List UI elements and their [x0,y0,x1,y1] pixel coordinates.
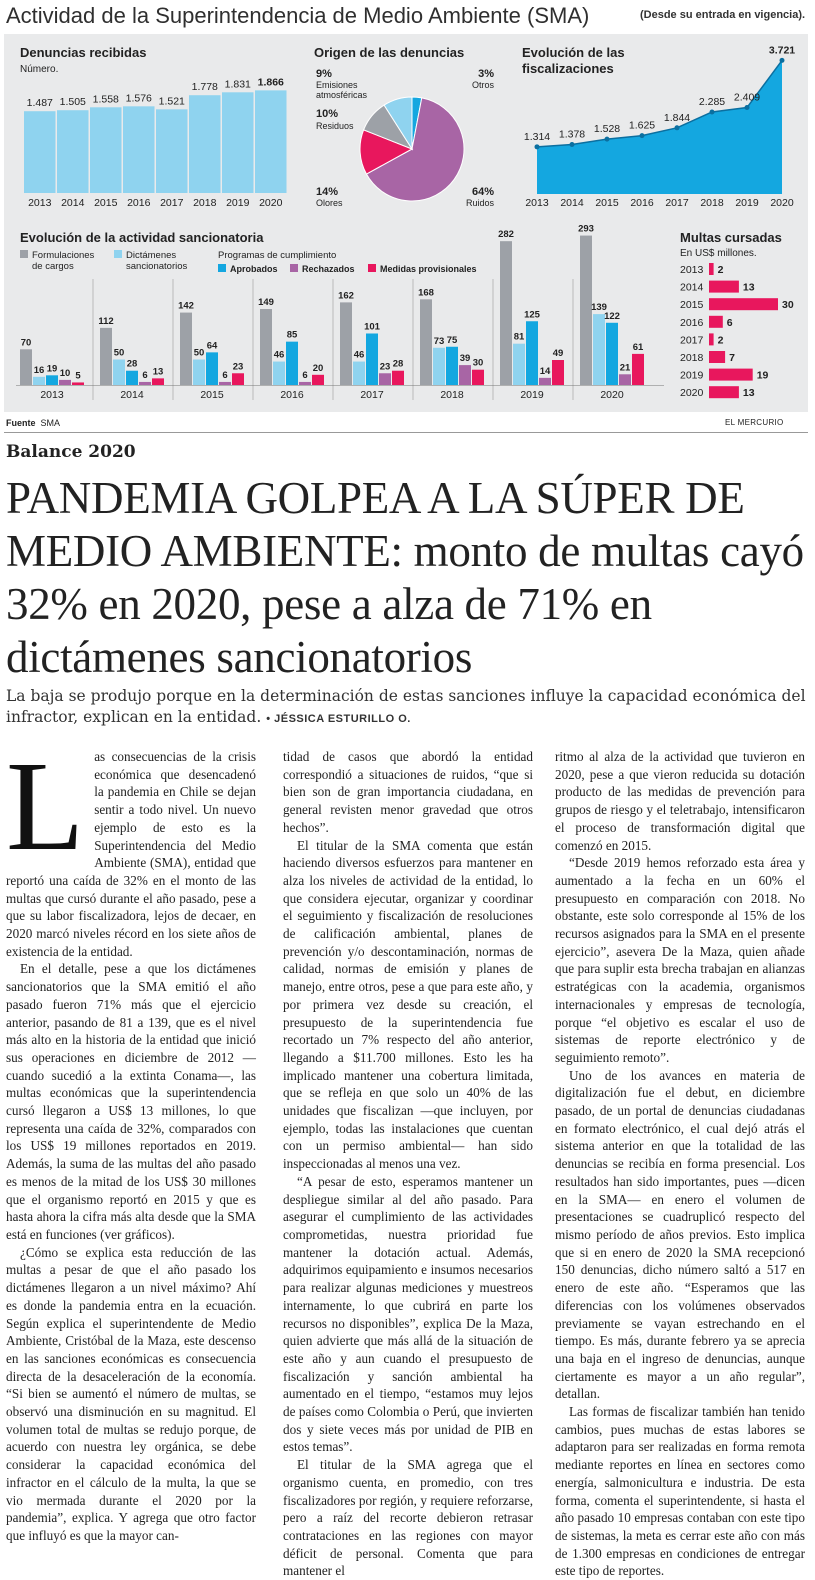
paragraph: “A pesar de esto, esperamos mantener un despliegue similar al del año pasado. Para asegurar el cumplimiento de las actividades comprometidas, nuestra prioridad fue mantener la dotación actual. Además, adquirimos equipamiento e insumos necesarios para realizar algunas mediciones y muestreos internamente, lo que cubrirá en parte los recursos no disponibles”, explica De la Maza, quien advierte que más allá de la situación de este año y aun cuando el presupuesto de fiscalización y sanción ambiental ha aumentado en el tiempo, “estamos muy lejos de países como Colombia o Perú, que invierten dos y siete veces más por unidad de PIB en estos temas”. [283,1173,533,1455]
legend-swatch-rechazados [290,264,298,272]
sancionatoria-value-label: 293 [578,223,594,235]
multas-year-label: 2013 [680,264,704,276]
fiscalizaciones-year-label: 2018 [700,197,724,209]
pie-label-residuos-pct: 10% [316,108,339,120]
source-value: SMA [40,418,61,428]
sancionatoria-value-label: 122 [604,310,620,322]
sancionatoria-bar [552,360,564,385]
sancionatoria-value-label: 101 [364,321,380,333]
sancionatoria-bar [20,349,32,385]
sancionatoria-value-label: 6 [142,369,148,381]
sancionatoria-value-label: 19 [46,363,58,375]
sancionatoria-value-label: 149 [258,297,274,309]
deck [6,686,806,730]
sancionatoria-bar [433,348,445,385]
legend-dictamenes-1: Dictámenes [126,250,177,261]
denuncias-year-label: 2014 [61,197,85,209]
fiscalizaciones-value-label: 1.528 [593,123,621,136]
sancionatoria-bar [206,352,218,385]
sancionatoria-bar [539,378,551,385]
sancionatoria-value-label: 70 [20,337,32,349]
denuncias-bar [57,110,89,193]
denuncias-year-label: 2016 [127,197,151,209]
sancionatoria-value-label: 46 [353,349,365,361]
sancionatoria-bar [459,365,471,385]
sancionatoria-value-label: 30 [472,357,484,369]
sancionatoria-value-label: 6 [222,369,228,381]
article-column-2 [283,748,533,1580]
multas-value-label: 2 [717,264,724,276]
fiscalizaciones-value-label: 1.378 [558,128,586,141]
denuncias-bar [123,106,155,193]
fiscalizaciones-year-label: 2020 [770,197,794,209]
paragraph: as consecuencias de la crisis económica que desencadenó la pandemia en Chile se dejan sentir a todo nivel. Un nuevo ejemplo de esto es la Superintendencia del Medio Ambiente (SMA), entidad que reportó una caída de 32% en el monto de las multas que cursó durante el año pasado, pese a que su labor fiscalizadora, lejos de decaer, en 2020 marcó niveles récord en los siete años de existencia de la entidad. [6,749,256,959]
infographic-note: (Desde su entrada en vigencia). [640,9,806,21]
sancionatoria-bar [446,347,458,385]
fiscalizaciones-point [605,137,610,142]
sancionatoria-bar [46,375,58,385]
legend-formulaciones-2: de cargos [32,261,74,272]
multas-year-label: 2020 [680,387,704,400]
sancionatoria-bar [59,380,71,385]
denuncias-value-label: 1.576 [125,92,152,105]
denuncias-year-label: 2015 [94,197,118,209]
multas-year-label: 2018 [680,352,704,364]
multas-year-label: 2019 [680,369,704,382]
fiscalizaciones-value-label: 1.844 [663,111,691,124]
sancionatoria-bar [392,371,404,385]
sancionatoria-value-label: 125 [524,309,540,321]
sancionatoria-value-label: 112 [98,315,114,327]
paragraph: tidad de casos que abordó la entidad correspondió a situaciones de ruidos, “que si bien son de gran importancia ciudadana, en general revisten menor gravedad que otros hechos”. [283,749,533,835]
sancionatoria-bar [193,360,205,386]
fiscalizaciones-year-label: 2016 [630,197,654,209]
sancionatoria-bar [33,377,45,385]
sancionatoria-value-label: 5 [75,370,81,382]
denuncias-year-label: 2018 [193,197,217,209]
multas-year-label: 2016 [680,316,704,329]
sancionatoria-year-label: 2014 [120,389,144,401]
sancionatoria-value-label: 85 [286,329,298,341]
source-label: Fuente [6,418,36,428]
legend-swatch-aprobados [218,264,226,272]
sancionatoria-value-label: 64 [206,340,218,352]
legend-formulaciones-1: Formulaciones [32,250,95,261]
sancionatoria-value-label: 6 [302,369,308,381]
pie-label-otros: Otros [471,80,494,90]
chart3-title-line1: Evolución de las [522,45,625,60]
pie-label-ruidos-pct: 64% [471,186,494,198]
denuncias-value-label: 1.558 [92,93,119,106]
legend-aprobados: Aprobados [230,264,278,274]
sancionatoria-bar [139,382,151,385]
fiscalizaciones-year-label: 2013 [525,197,549,209]
sancionatoria-bar [606,323,618,385]
multas-bar [709,298,778,310]
fiscalizaciones-point [710,109,715,114]
multas-bar [709,316,723,328]
chart5-subtitle: En US$ millones. [680,248,757,259]
sancionatoria-value-label: 21 [619,362,631,374]
fiscalizaciones-point [640,133,645,138]
denuncias-bar [90,107,122,193]
divider [4,432,808,433]
sancionatoria-bar [526,321,538,385]
multas-year-label: 2017 [680,334,704,347]
sancionatoria-value-label: 39 [459,353,471,365]
multas-value-label: 6 [726,316,733,329]
denuncias-year-label: 2020 [259,197,283,209]
sancionatoria-bar [366,333,378,385]
multas-value-label: 7 [729,352,735,364]
paragraph: En el detalle, pese a que los dictámenes sancionatorios que la SMA emitió el año pasado fueron 71% más que el ejercicio anterior, pasando de 81 a 139, que es el nivel más alto en la historia de la entidad que inició sus operaciones en diciembre de 2012 —cuando sucedió a la extinta Conama—, las multas económicas que la superintendencia cursó llegaron a US$ 13 millones, lo que representa una caída de 32%, comparados con los US$ 19 millones reportados en 2019. Además, la suma de las multas del año pasado es menos de la mitad de los US$ 30 millones que el organismo reportó en 2015 y que es hasta ahora la cifra más alta desde que la SMA está en funciones (ver gráficos). [6,961,256,1242]
chart3-title-line2: fiscalizaciones [522,61,614,76]
sancionatoria-year-label: 2017 [360,389,384,401]
sancionatoria-bar [260,309,272,385]
fiscalizaciones-year-label: 2014 [560,197,584,209]
sancionatoria-bar [500,241,512,385]
sancionatoria-value-label: 23 [232,361,244,373]
deck-text: La baja se produjo porque en la determinación de estas sanciones influye la capacidad económica del infractor, explican en la entidad. [6,687,806,726]
sancionatoria-bar [420,299,432,385]
denuncias-bar [222,92,254,193]
multas-bar [709,333,714,345]
legend-rechazados: Rechazados [302,264,355,274]
denuncias-bar [189,95,221,193]
paragraph: Uno de los avances en materia de digitalización fue el debut, en diciembre pasado, de un portal de denuncias ciudadanas en formato electrónico, el cual dejó atrás el sistema anterior en que la totalidad de las denuncias se recibía en forma presencial. Los resultados han sido importantes, pues —dicen en la SMA— en enero el volumen de presentaciones se cuadruplicó respecto del mismo período de años previos. Esto implica que si en enero de 2020 la SMA recepcionó 150 denuncias, dicho número saltó a 517 en enero de este año. “Esperamos que las diferencias con los volúmenes observados previamente se vayan estrechando en el tiempo. Es más, durante febrero ya se aprecia una baja en el ingreso de denuncias, aunque ciertamente es mayor a un año regular”, detallan. [555,1067,805,1402]
fiscalizaciones-value-label: 3.721 [768,44,796,57]
multas-bar [709,351,725,363]
denuncias-bar [156,109,188,193]
denuncias-year-label: 2013 [28,197,52,209]
sancionatoria-year-label: 2018 [440,389,464,401]
multas-value-label: 30 [782,299,794,312]
sancionatoria-bar [219,382,231,385]
sancionatoria-value-label: 61 [632,341,644,353]
dropcap: L [6,735,85,877]
sancionatoria-bar [286,342,298,385]
sancionatoria-bar [340,302,352,385]
sancionatoria-bar [299,382,311,385]
sancionatoria-bar [619,374,631,385]
sancionatoria-year-label: 2016 [280,389,304,401]
sancionatoria-value-label: 168 [418,287,434,299]
sancionatoria-bar [513,344,525,385]
multas-year-label: 2014 [680,281,704,294]
sancionatoria-bar [593,314,605,385]
legend-swatch-formulaciones [20,250,28,258]
sancionatoria-value-label: 282 [498,229,514,241]
sancionatoria-bar [100,328,112,385]
multas-value-label: 13 [742,387,755,400]
fiscalizaciones-point [675,125,680,130]
sancionatoria-bar [472,370,484,385]
sancionatoria-value-label: 13 [152,366,164,378]
pie-label-ruidos: Ruidos [465,198,494,208]
fiscalizaciones-point [745,105,750,110]
infographic-panel [4,34,808,412]
chart4-title: Evolución de la actividad sancionatoria [20,230,264,245]
denuncias-bar [24,111,56,193]
denuncias-value-label: 1.505 [59,96,86,109]
sancionatoria-value-label: 73 [433,335,445,347]
fiscalizaciones-area [537,60,782,194]
fiscalizaciones-year-label: 2015 [595,197,619,209]
chart1-subtitle: Número. [20,64,59,75]
author: • JÉSSICA ESTURILLO O. [266,713,411,725]
paragraph: ¿Cómo se explica esta reducción de las multas a pesar de que el año pasado los dictámenes llegaron a un nivel máximo? Ahí es donde la pandemia entra en la ecuación. Según explica el superintendente de Medio Ambiente, Cristóbal de la Maza, este descenso en las sanciones económicas es consecuencia directa de la desaceleración de la economía. “Si bien se aumentó el número de multas, se observó una disminución en su magnitud. El volumen total de multas se redujo porque, de acuerdo con nuestra ley orgánica, se debe considerar la capacidad económica del infractor en el cálculo de la multa, la que se vio mermada durante el 2020 por la pandemia”, explica. Y agrega que otro factor que influyó es que la mayor can- [6,1244,256,1543]
multas-bar [709,386,739,398]
multas-bar [709,369,753,381]
sancionatoria-bar [353,362,365,385]
sancionatoria-year-label: 2020 [600,389,624,401]
multas-value-label: 2 [717,334,724,347]
chart1-title: Denuncias recibidas [20,45,147,60]
sancionatoria-value-label: 46 [273,349,285,361]
fiscalizaciones-point [535,144,540,149]
sancionatoria-bar [273,362,285,385]
kicker: Balance 2020 [6,442,136,462]
sancionatoria-value-label: 81 [513,331,525,343]
pie-label-emisiones-1: Emisiones [316,80,358,90]
chart2-title: Origen de las denuncias [314,45,465,60]
sancionatoria-bar [152,378,164,385]
multas-value-label: 13 [742,281,755,294]
sancionatoria-year-label: 2019 [520,389,544,401]
legend-swatch-medidas [368,264,376,272]
pie-label-olores-pct: 14% [316,186,339,198]
sancionatoria-bar [72,382,84,385]
sancionatoria-bar [180,313,192,385]
sancionatoria-value-label: 50 [193,347,205,359]
paragraph: ritmo al alza de la actividad que tuvieron en 2020, pese a que vieron reducida su dotación producto de las medidas de prevención para grupos de riesgo y el teletrabajo, intensificaron el proceso de transformación digital que comenzó en 2015. [555,749,805,853]
denuncias-year-label: 2017 [160,197,184,209]
sancionatoria-value-label: 139 [591,302,607,314]
denuncias-value-label: 1.487 [26,97,53,110]
sancionatoria-value-label: 49 [552,348,564,360]
headline: PANDEMIA GOLPEA A LA SÚPER DE MEDIO AMBIENTE: monto de multas cayó 32% en 2020, pese a alza de 71% en dictámenes sancionatorios [6,473,804,682]
sancionatoria-value-label: 162 [338,290,354,302]
fiscalizaciones-year-label: 2019 [735,197,759,209]
sancionatoria-value-label: 75 [446,334,458,346]
sancionatoria-bar [312,375,324,385]
paragraph: Las formas de fiscalizar también han tenido cambios, pues muchas de estas labores se adaptaron para ser realizadas en forma remota mediante reportes en línea en sectores como energía, salmonicultura e industria. De esta forma, comenta el superintendente, si hasta el año pasado 10 empresas contaban con este tipo de sistemas, la meta es cerrar este año con más de 1.300 empresas en condiciones de entregar este tipo de reportes. [555,1404,805,1579]
sancionatoria-bar [379,373,391,385]
fiscalizaciones-point [570,142,575,147]
denuncias-year-label: 2019 [226,197,250,209]
denuncias-value-label: 1.866 [257,76,284,89]
chart5-title: Multas cursadas [680,230,782,245]
pie-label-olores: Olores [316,198,343,208]
sancionatoria-bar [126,371,138,385]
fiscalizaciones-point [780,58,785,63]
denuncias-bar [255,90,287,193]
publisher-credit: EL MERCURIO [725,418,784,427]
sancionatoria-value-label: 10 [59,367,71,379]
paragraph: “Desde 2019 hemos reforzado esta área y aumentado a la fecha en un 60% el presupuesto en comparación con 2018. No obstante, este solo corresponde al 15% de los recursos asignados para la SMA en el presente ejercicio”, asevera De la Maza, quien añade que para suplir esta brecha trabajan en alianzas estratégicas con la academia, organismos internacionales y empresas de tecnología, porque “el objetivo es escalar el uso de sistemas de reporte electrónico y de seguimiento remoto”. [555,855,805,1065]
sancionatoria-bar [232,373,244,385]
multas-bar [709,281,739,293]
pie-label-residuos: Residuos [316,121,354,131]
sancionatoria-value-label: 28 [392,358,404,370]
fiscalizaciones-value-label: 1.314 [523,130,551,143]
paragraph: El titular de la SMA agrega que el organismo cuenta, en promedio, con tres fiscalizadores por región, y requiere reforzarse, pero a raíz del recorte debieron retrasar contrataciones en las regiones con mayor déficit de personal. Comenta que para mantener el [283,1457,533,1579]
article-column-1 [6,735,256,1545]
fiscalizaciones-value-label: 2.285 [698,95,726,108]
sancionatoria-year-label: 2015 [200,389,224,401]
pie-label-otros-pct: 3% [478,68,494,80]
multas-year-label: 2015 [680,299,704,312]
sancionatoria-bar [632,354,644,385]
fiscalizaciones-value-label: 1.625 [628,119,656,132]
legend-dictamenes-2: sancionatorios [126,261,188,272]
denuncias-value-label: 1.778 [191,81,218,94]
denuncias-value-label: 1.831 [224,78,251,91]
sancionatoria-value-label: 20 [312,362,324,374]
infographic-title: Actividad de la Superintendencia de Medio Ambiente (SMA) [6,3,590,28]
pie-label-emisiones-2: atmosféricas [316,90,368,100]
multas-bar [709,263,714,275]
legend-medidas: Medidas provisionales [380,264,477,274]
source-line [6,418,60,428]
sancionatoria-value-label: 50 [113,347,125,359]
infographic-charts [4,34,808,412]
article-column-3 [555,748,805,1580]
sancionatoria-value-label: 16 [33,364,45,376]
sancionatoria-year-label: 2013 [40,389,64,401]
paragraph: El titular de la SMA comenta que están haciendo diversos esfuerzos para mantener en alza los niveles de actividad de la entidad, lo que considera ejecutar, organizar y coordinar el seguimiento y fiscalización de resoluciones de calificación ambiental, planes de prevención y/o descontaminación, normas de calidad, normas de emisión y planes de manejo, entre otros, pese a que para este año, y por primera vez desde su creación, el presupuesto de la superintendencia fue recortado un 7% respecto del año anterior, llegando a $11.700 millones. Esto les ha implicado mantener una cobertura limitada, que se refleja en que solo un 40% de las unidades que fiscalizan —que incluyen, por ejemplo, todas las instalaciones que cuentan con un permiso ambiental— han sido inspeccionadas al menos una vez. [283,837,533,1172]
multas-value-label: 19 [756,369,769,382]
sancionatoria-bar [113,360,125,386]
sancionatoria-value-label: 142 [178,300,194,312]
legend-programas-title: Programas de cumplimiento [218,250,337,261]
fiscalizaciones-year-label: 2017 [665,197,689,209]
fiscalizaciones-value-label: 2.409 [733,91,761,104]
sancionatoria-value-label: 28 [126,358,138,370]
sancionatoria-value-label: 23 [379,361,391,373]
sancionatoria-value-label: 14 [539,365,551,377]
legend-swatch-dictamenes [114,250,122,258]
denuncias-value-label: 1.521 [158,95,185,108]
pie-label-emisiones-pct: 9% [316,68,332,80]
